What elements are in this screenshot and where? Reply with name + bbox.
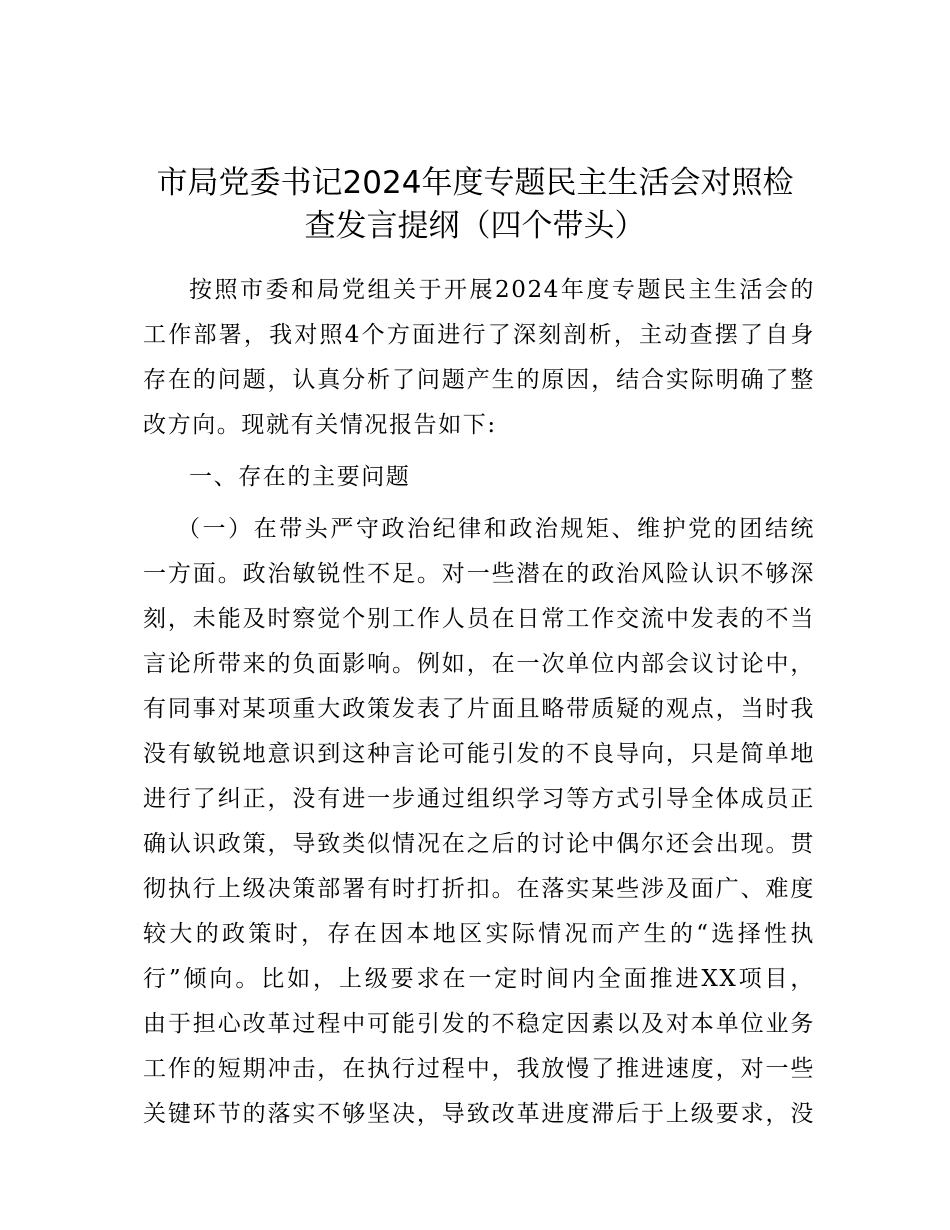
text-line: 有同事对某项重大政策发表了片面且略带质疑的观点，当时我 <box>143 696 815 722</box>
text-line: 进行了纠正，没有进一步通过组织学习等方式引导全体成员正 <box>143 786 815 812</box>
text-line: 按照市委和局党组关于开展2024年度专题民主生活会的 <box>189 277 815 303</box>
intro-paragraph <box>143 268 815 448</box>
document-title <box>100 162 850 248</box>
text-line: 工作的短期冲击，在执行过程中，我放慢了推进速度，对一些 <box>143 1056 815 1082</box>
text-line: （一）在带头严守政治纪律和政治规矩、维护党的团结统 <box>177 516 815 542</box>
text-line: 由于担心改革过程中可能引发的不稳定因素以及对本单位业务 <box>143 1011 815 1037</box>
text-line: 存在的问题，认真分析了问题产生的原因，结合实际明确了整 <box>143 367 815 393</box>
text-line: 刻，未能及时察觉个别工作人员在日常工作交流中发表的不当 <box>143 606 815 632</box>
text-line: 言论所带来的负面影响。例如，在一次单位内部会议讨论中， <box>143 651 815 677</box>
text-line: 行”倾向。比如，上级要求在一定时间内全面推进XX项目， <box>143 966 815 992</box>
document-body <box>143 268 815 1144</box>
text-line: 关键环节的落实不够坚决，导致改革进度滞后于上级要求，没 <box>143 1101 815 1127</box>
text-line: 确认识政策，导致类似情况在之后的讨论中偶尔还会出现。贯 <box>143 831 815 857</box>
text-line: 改方向。现就有关情况报告如下: <box>143 412 497 438</box>
problem-paragraph <box>143 507 815 1137</box>
section-heading: 一、存在的主要问题 <box>189 464 411 490</box>
text-line: 彻执行上级决策部署有时打折扣。在落实某些涉及面广、难度 <box>143 876 815 902</box>
text-line: 没有敏锐地意识到这种言论可能引发的不良导向，只是简单地 <box>143 741 815 767</box>
title-line-1: 市局党委书记2024年度专题民主生活会对照检 <box>156 165 794 201</box>
text-line: 较大的政策时，存在因本地区实际情况而产生的“选择性执 <box>143 921 815 947</box>
text-line: 工作部署，我对照4个方面进行了深刻剖析，主动查摆了自身 <box>143 322 815 348</box>
text-line: 一方面。政治敏锐性不足。对一些潜在的政治风险认识不够深 <box>143 561 815 587</box>
title-line-2: 查发言提纲（四个带头） <box>304 208 646 244</box>
